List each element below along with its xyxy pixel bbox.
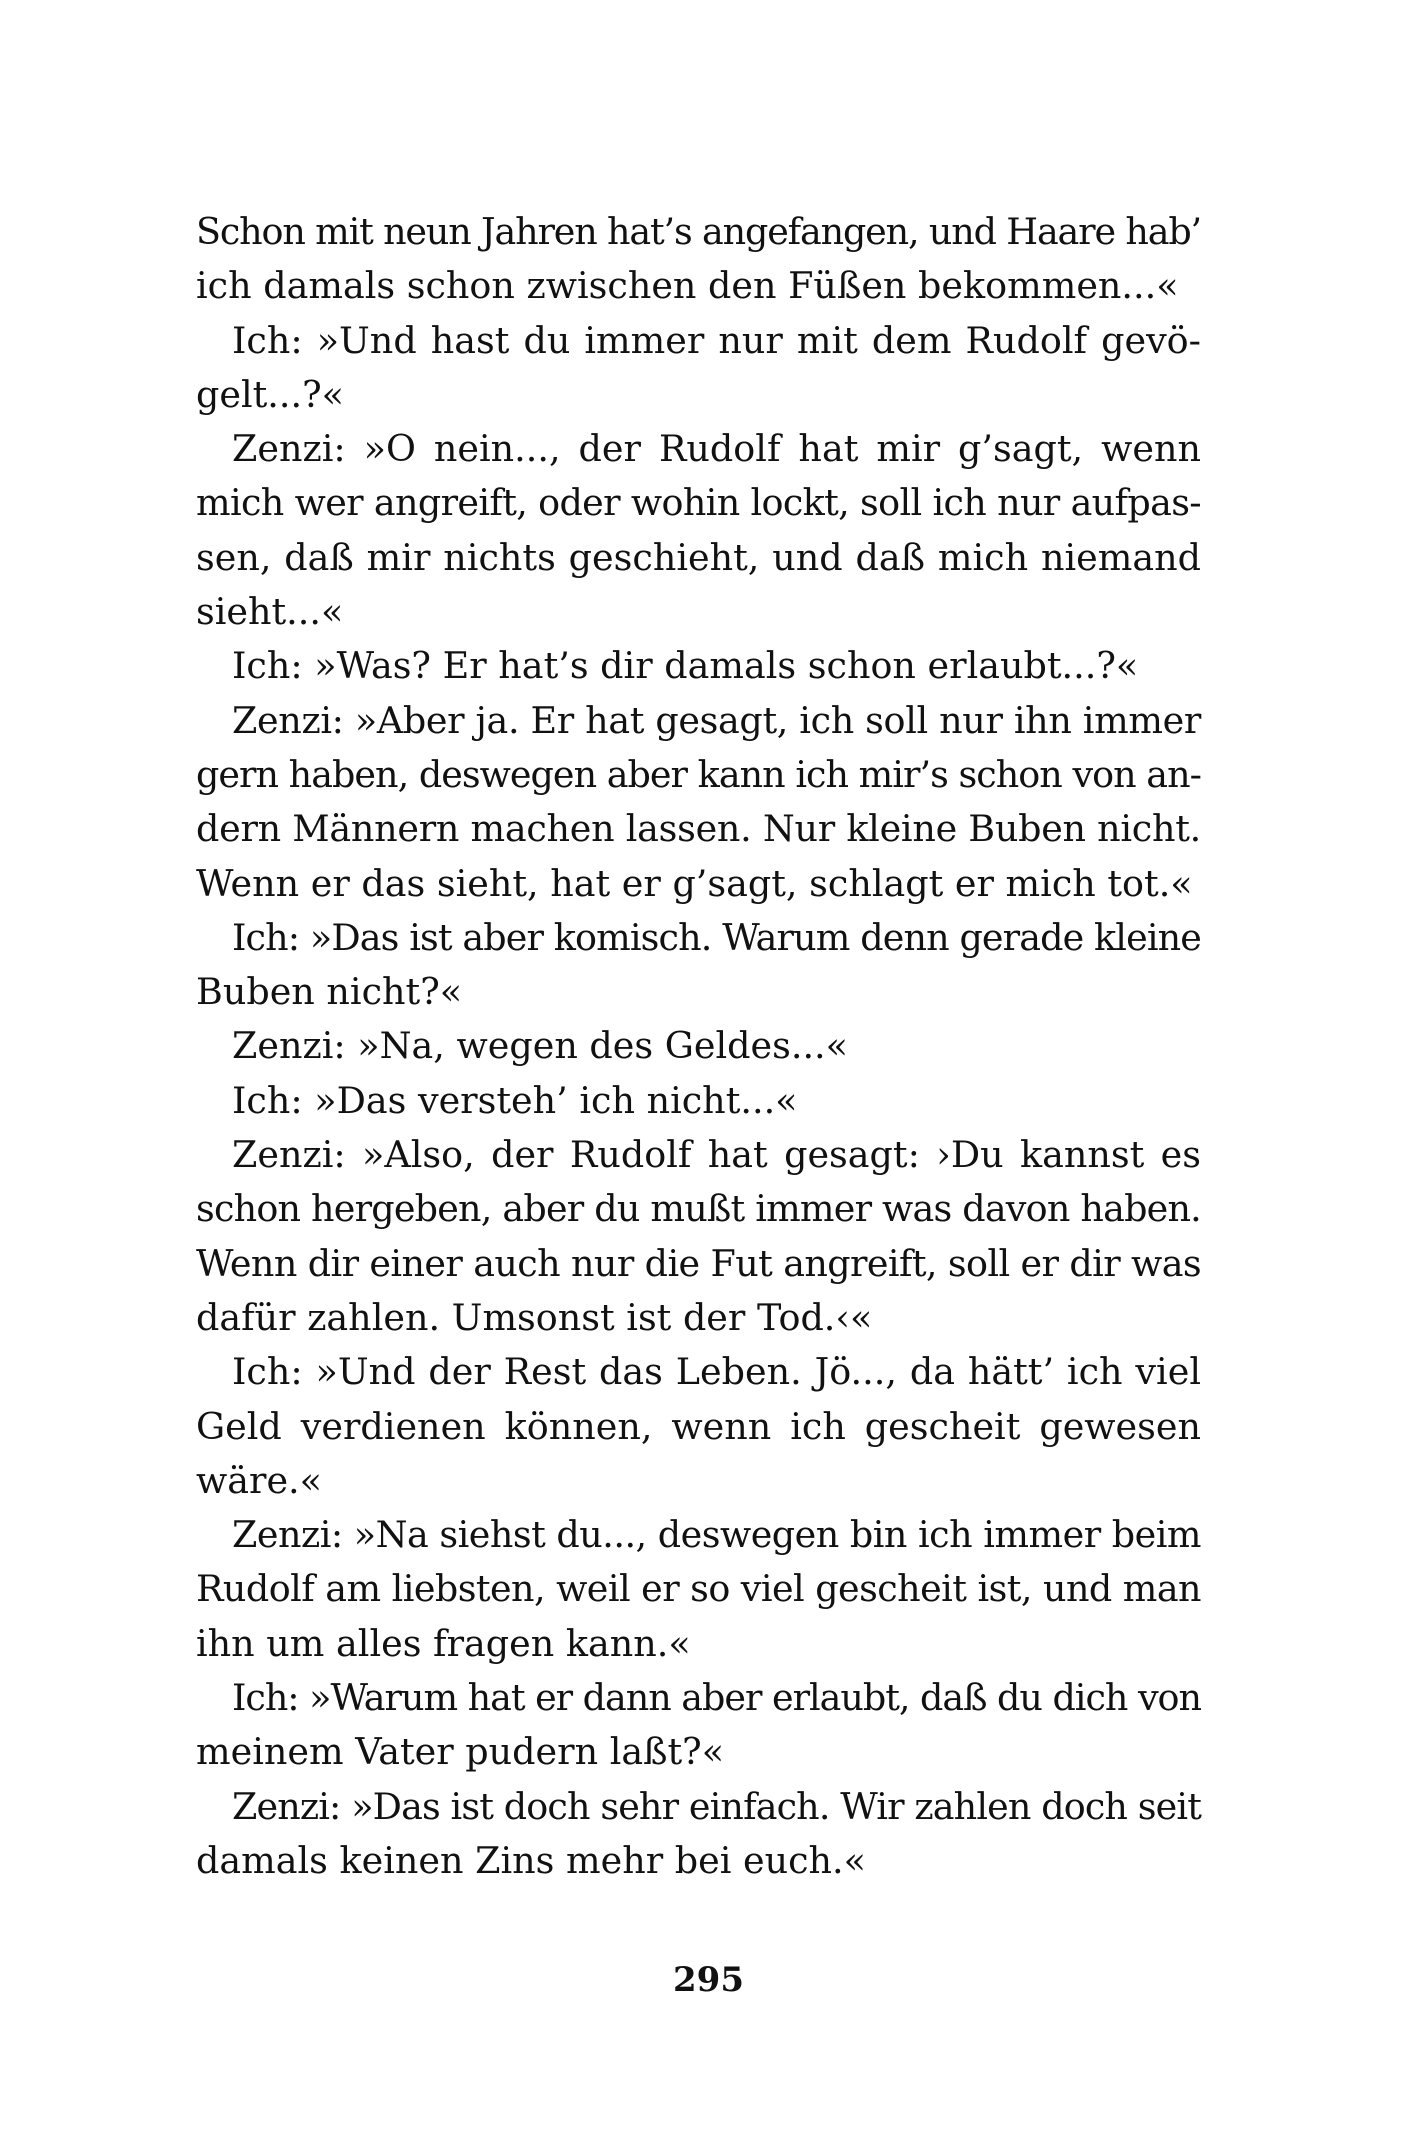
- text-line: Buben nicht?«: [196, 970, 463, 1014]
- text-line: gern haben, deswegen aber kann ich mir’s schon von an-: [196, 752, 1201, 796]
- text-line: Ich: »Und der Rest das Leben. Jö..., da hätt’ ich viel: [232, 1350, 1201, 1394]
- page-number: 295: [673, 1960, 744, 2000]
- text-line: Ich: »Das versteh’ ich nicht...«: [232, 1078, 798, 1122]
- text-line: Zenzi: »Das ist doch sehr einfach. Wir zahlen doch seit: [232, 1784, 1201, 1828]
- text-line: Zenzi: »Na, wegen des Geldes...«: [232, 1024, 848, 1068]
- text-line: schon hergeben, aber du mußt immer was davon haben.: [196, 1187, 1201, 1231]
- text-line: meinem Vater pudern laßt?«: [196, 1730, 725, 1774]
- text-line: sieht...«: [196, 590, 344, 634]
- text-line: dafür zahlen. Umsonst ist der Tod.‹«: [196, 1295, 873, 1339]
- text-line: Geld verdienen können, wenn ich gescheit gewesen: [196, 1404, 1201, 1448]
- text-line: dern Männern machen lassen. Nur kleine Buben nicht.: [196, 807, 1201, 851]
- text-line: Wenn dir einer auch nur die Fut angreift, soll er dir was: [196, 1241, 1201, 1285]
- text-line: Rudolf am liebsten, weil er so viel gescheit ist, und man: [196, 1567, 1201, 1611]
- text-line: Zenzi: »Na siehst du..., deswegen bin ich immer beim: [232, 1513, 1201, 1557]
- text-line: gelt...?«: [196, 372, 345, 416]
- body-text: [196, 205, 1201, 1888]
- text-line: Schon mit neun Jahren hat’s angefangen, und Haare hab’: [196, 210, 1201, 253]
- text-line: Wenn er das sieht, hat er g’sagt, schlagt er mich tot.«: [196, 861, 1193, 905]
- text-line: ich damals schon zwischen den Füßen bekommen...«: [196, 264, 1179, 308]
- text-line: wäre.«: [196, 1458, 322, 1502]
- text-line: damals keinen Zins mehr bei euch.«: [196, 1838, 866, 1882]
- text-line: Zenzi: »Aber ja. Er hat gesagt, ich soll nur ihn immer: [232, 698, 1201, 742]
- text-line: Zenzi: »Also, der Rudolf hat gesagt: ›Du kannst es: [232, 1133, 1201, 1177]
- text-line: Zenzi: »O nein..., der Rudolf hat mir g’sagt, wenn: [232, 427, 1201, 471]
- text-line: Ich: »Und hast du immer nur mit dem Rudolf gevö-: [232, 318, 1201, 362]
- text-line: Ich: »Warum hat er dann aber erlaubt, daß du dich von: [232, 1676, 1201, 1720]
- text-line: Ich: »Das ist aber komisch. Warum denn gerade kleine: [232, 915, 1201, 959]
- text-line: Ich: »Was? Er hat’s dir damals schon erlaubt...?«: [232, 644, 1139, 688]
- text-line: sen, daß mir nichts geschieht, und daß mich niemand: [196, 535, 1201, 579]
- text-line: ihn um alles fragen kann.«: [196, 1621, 691, 1665]
- text-line: mich wer angreift, oder wohin lockt, soll ich nur aufpas-: [196, 481, 1201, 525]
